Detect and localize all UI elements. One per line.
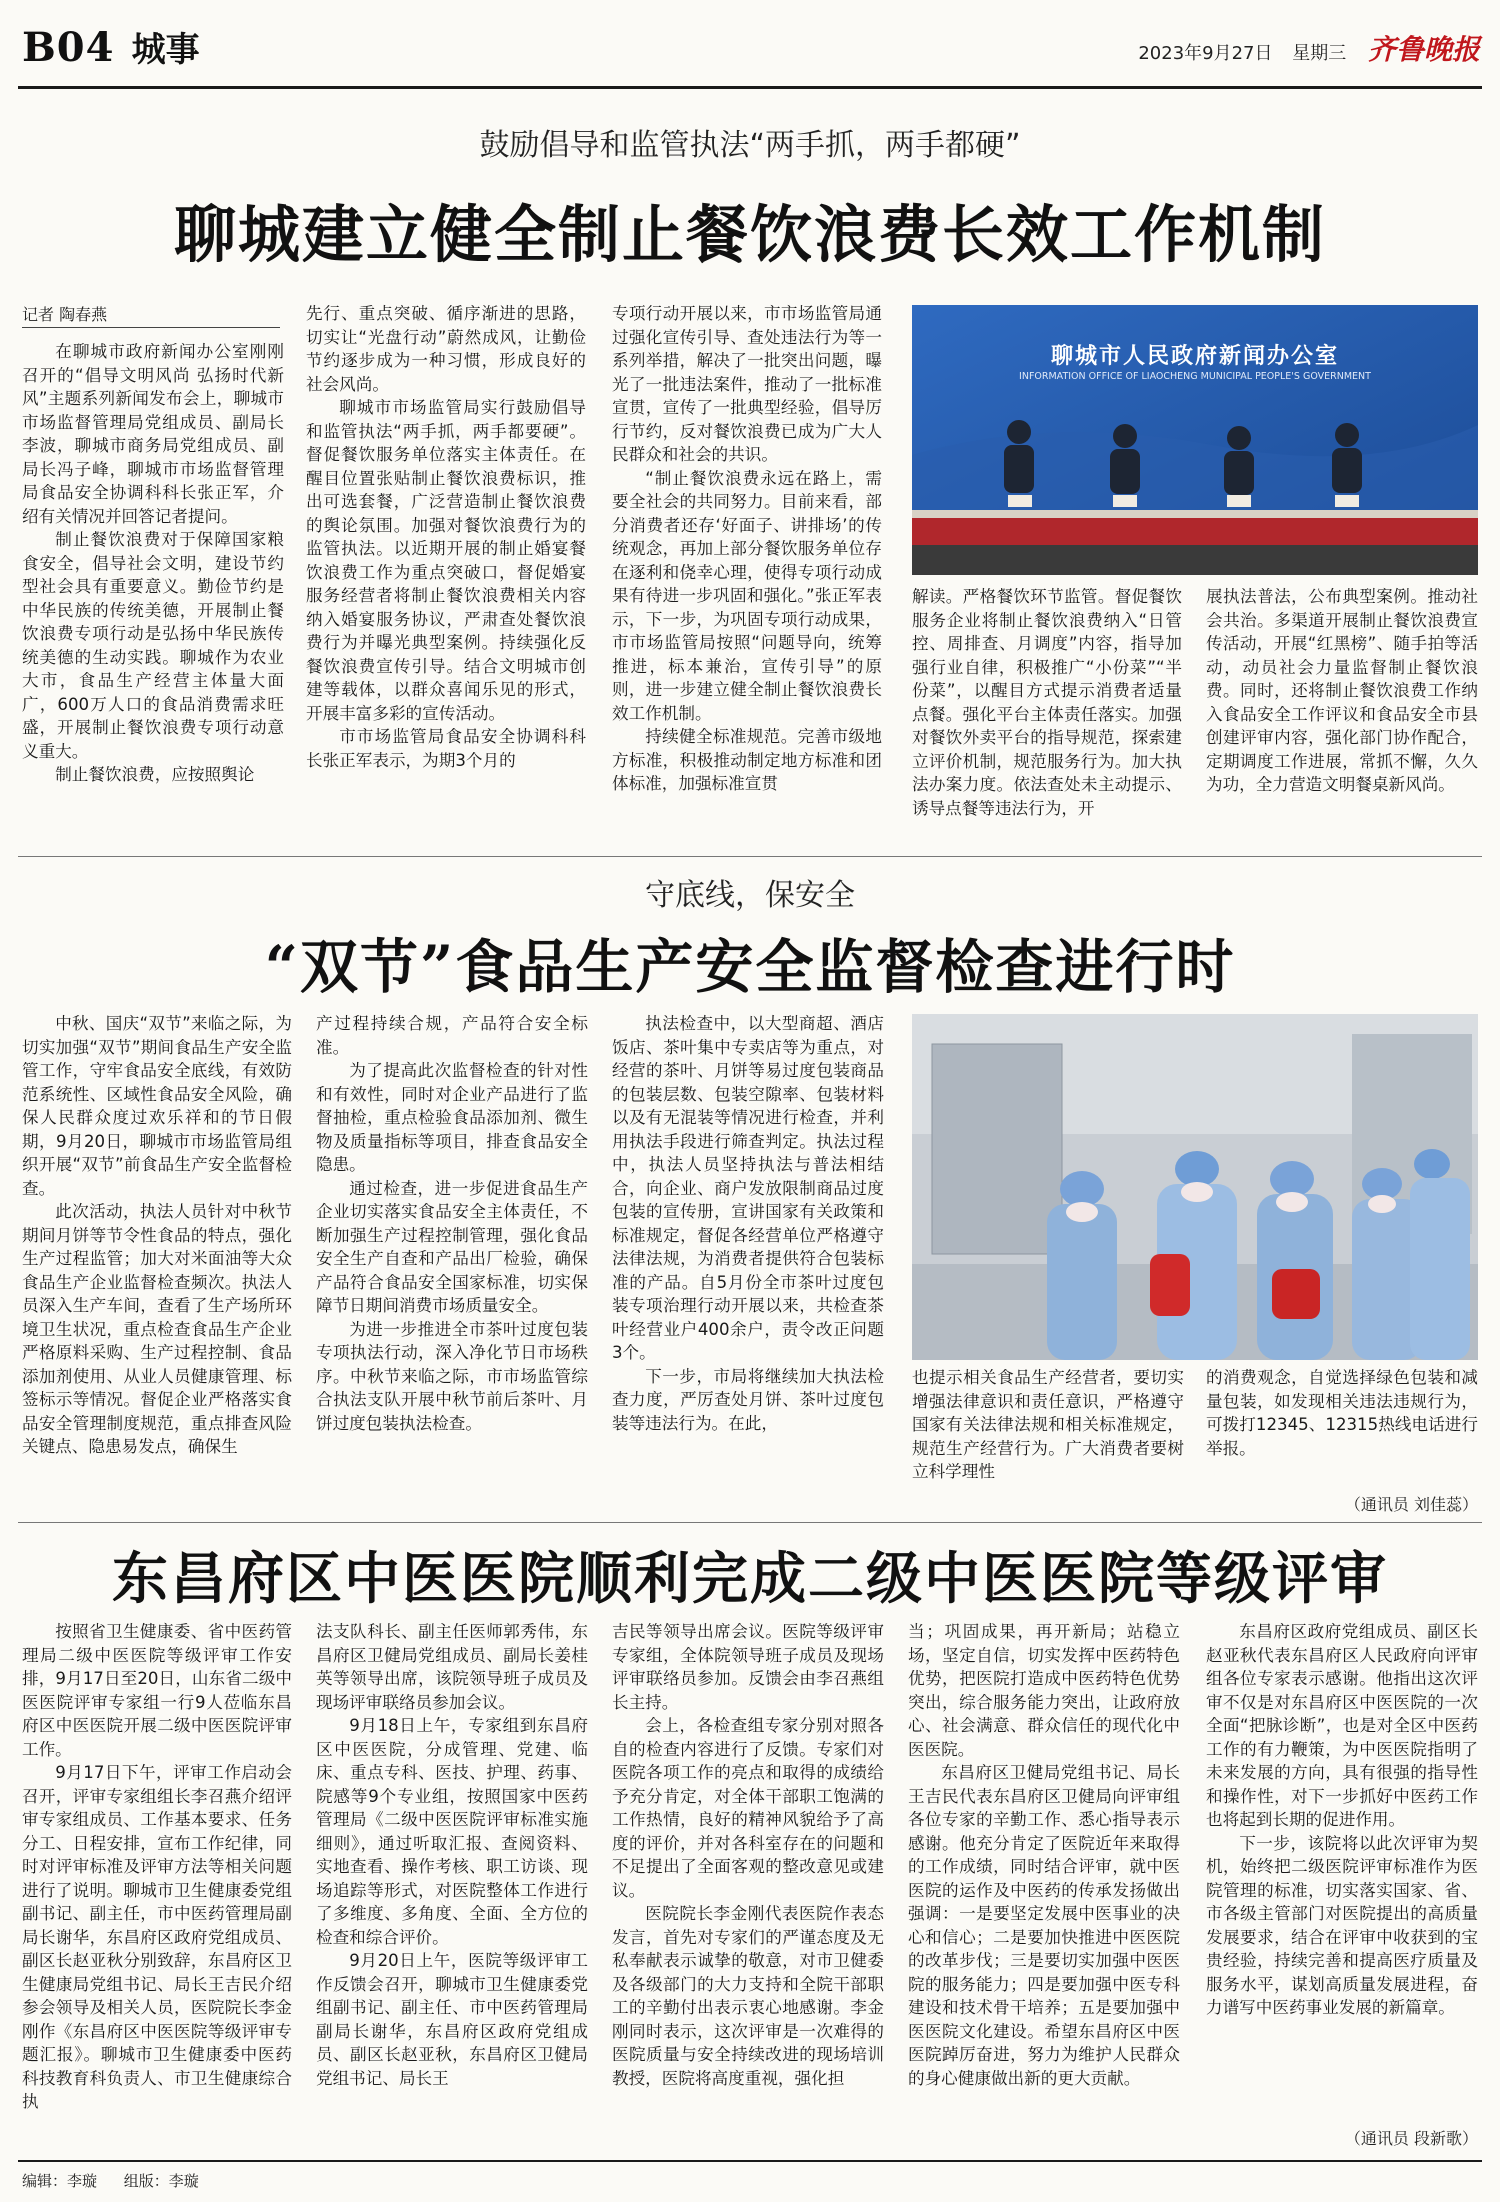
inspection-photo xyxy=(912,1014,1478,1360)
paragraph: 吉民等领导出席会议。医院等级评审专家组，全体院领导班子成员及现场评审联络员参加。反馈会由李召燕组长主持。 xyxy=(612,1622,884,1712)
article1-kicker: 鼓励倡导和监管执法“两手抓，两手都硬” xyxy=(479,128,1021,163)
article1-column-3 xyxy=(612,302,882,840)
paragraph: 持续健全标准规范。完善市级地方标准，积极推动制定地方标准和团体标准，加强标准宣贯 xyxy=(612,727,882,793)
paragraph: 专项行动开展以来，市市场监管局通过强化宣传引导、查处违法行为等一系列举措，解决了一批突出问题，曝光了一批违法案件，推动了一批标准宣贯，宣传了一批典型经验，倡导厉行节约，反对餐饮浪费已成为广大人民群众和社会的共识。 xyxy=(612,304,882,464)
article1-column-1 xyxy=(22,340,284,840)
article3-column-2 xyxy=(316,1620,588,2150)
article2-column-3 xyxy=(612,1012,884,1520)
article3-column-3 xyxy=(612,1620,884,2150)
paragraph: 会上，各检查组专家分别对照各自的检查内容进行了反馈。专家们对医院各项工作的亮点和取得的成绩给予充分肯定，对全体干部职工饱满的工作热情，良好的精神风貌给予了高度的评价，并对各科室存在的问题和不足提出了全面客观的整改意见或建议。 xyxy=(612,1716,884,1900)
article2-column-5 xyxy=(1206,1366,1478,1486)
article1-byline: 记者 陶春燕 xyxy=(22,302,280,328)
paragraph: 先行、重点突破、循序渐进的思路，切实让“光盘行动”蔚然成风，让勤俭节约逐步成为一种习惯，形成良好的社会风尚。 xyxy=(306,304,586,394)
issue-date: 2023年9月27日 xyxy=(1138,43,1273,64)
article1-column-4 xyxy=(912,585,1182,840)
paragraph: 下一步，市局将继续加大执法检查力度，严厉查处月饼、茶叶过度包装等违法行为。在此， xyxy=(612,1366,884,1433)
paragraph: 通过检查，进一步促进食品生产企业切实落实食品安全主体责任，不断加强生产过程控制管理，强化食品安全生产自查和产品出厂检验，确保产品符合食品安全国家标准，切实保障节日期间消费市场质量安全。 xyxy=(316,1178,588,1315)
paragraph: 为进一步推进全市茶叶过度包装专项执法行动，深入净化节日市场秩序。中秋节来临之际，市市场监管综合执法支队开展中秋节前后茶叶、月饼过度包装执法检查。 xyxy=(316,1319,588,1433)
paragraph: 东昌府区政府党组成员、副区长赵亚秋代表东昌府区人民政府向评审组各位专家表示感谢。他指出这次评审不仅是对东昌府区中医医院的一次全面“把脉诊断”，也是对全区中医药工作的有力鞭策，为中医医院指明了未来发展的方向，具有很强的指导性和操作性，对下一步抓好中医药工作也将起到长期的促进作用。 xyxy=(1206,1622,1478,1829)
page-header-right xyxy=(1124,28,1480,68)
paragraph: 聊城市市场监管局实行鼓励倡导和监管执法“两手抓，两手都要硬”。督促餐饮服务单位落实主体责任。在醒目位置张贴制止餐饮浪费标识，推出可选套餐，广泛营造制止餐饮浪费的舆论氛围。加强对餐饮浪费行为的监管执法。以近期开展的制止婚宴餐饮浪费工作为重点突破口，督促婚宴服务经营者将制止餐饮浪费相关内容纳入婚宴服务协议，严肃查处餐饮浪费行为并曝光典型案例。持续强化反餐饮浪费宣传引导。结合文明城市创建等载体，以群众喜闻乐见的形式，开展丰富多彩的宣传活动。 xyxy=(306,398,586,723)
paragraph: 9月18日上午，专家组到东昌府区中医医院，分成管理、党建、临床、重点专科、医技、护理、药事、院感等9个专业组，按照国家中医药管理局《二级中医医院评审标准实施细则》，通过听取汇报、查阅资料、实地查看、操作考核、职工访谈、现场追踪等形式，对医院整体工作进行了多维度、多角度、全面、全方位的检查和综合评价。 xyxy=(316,1716,588,1947)
paragraph: 此次活动，执法人员针对中秋节期间月饼等节令性食品的特点，强化生产过程监管；加大对米面油等大众食品生产企业监督检查频次。执法人员深入生产车间，查看了生产场所环境卫生状况，重点检查食品生产企业严格原料采购、生产过程控制、食品添加剂使用、从业人员健康管理、标签标示等情况。督促企业严格落实食品安全管理制度规范，重点排查风险关键点、隐患易发点，确保生 xyxy=(22,1202,292,1456)
article3-column-5 xyxy=(1206,1620,1478,2120)
paragraph: 展执法普法，公布典型案例。推动社会共治。多渠道开展制止餐饮浪费宣传活动，开展“红黑榜”、随手拍等活动，动员社会力量监督制止餐饮浪费。同时，还将制止餐饮浪费工作纳入食品安全工作评议和食品安全市县创建评审内容，强化部门协作配合，定期调度工作进展，常抓不懈，久久为功，全力营造文明餐桌新风尚。 xyxy=(1206,587,1478,794)
article1-column-5 xyxy=(1206,585,1478,840)
article3-headline: 东昌府区中医医院顺利完成二级中医医院等级评审 xyxy=(112,1546,1388,1612)
paragraph: 市市场监管局食品安全协调科科长张正军表示，为期3个月的 xyxy=(306,727,586,770)
paragraph: 9月17日下午，评审工作启动会召开，评审专家组组长李召燕介绍评审专家组成员、工作基本要求、任务分工、日程安排，宣布工作纪律，同时对评审标准及评审方法等相关问题进行了说明。聊城市卫生健康委党组副书记、副主任，市中医药管理局副局长谢华，东昌府区政府党组成员、副区长赵亚秋分别致辞，东昌府区卫生健康局党组书记、局长王吉民介绍参会领导及相关人员，医院院长李金刚作《东昌府区中医医院等级评审专题汇报》。聊城市卫生健康委中医药科技教育科负责人、市卫生健康综合执 xyxy=(22,1763,292,2111)
article2-column-2 xyxy=(316,1012,588,1520)
article1-headline: 聊城建立健全制止餐饮浪费长效工作机制 xyxy=(173,198,1326,271)
footer-rule xyxy=(18,2160,1482,2162)
paragraph: 为了提高此次监督检查的针对性和有效性，同时对企业产品进行了监督抽检，重点检验食品添加剂、微生物及质量指标等项目，排查食品安全隐患。 xyxy=(316,1061,588,1174)
article2-headline: “双节”食品生产安全监督检查进行时 xyxy=(264,933,1236,1001)
paragraph: 也提示相关食品生产经营者，要切实增强法律意识和责任意识，严格遵守国家有关法律法规和相关标准规定，规范生产经营行为。广大消费者要树立科学理性 xyxy=(912,1368,1184,1481)
layout-credit: 组版：李璇 xyxy=(123,2172,199,2190)
paragraph: 解读。严格餐饮环节监管。督促餐饮服务企业将制止餐饮浪费纳入“日管控、周排查、月调度”内容，指导加强行业自律，积极推广“小份菜”“半份菜”，以醒目方式提示消费者适量点餐。强化平台主体责任落实。加强对餐饮外卖平台的指导规范，探索建立评价机制，规范服务行为。加大执法办案力度。依法查处未主动提示、诱导点餐等违法行为，开 xyxy=(912,587,1182,818)
issue-weekday: 星期三 xyxy=(1292,43,1347,64)
page-number: B04 xyxy=(22,24,115,71)
section-divider xyxy=(18,1522,1482,1523)
paragraph: 中秋、国庆“双节”来临之际，为切实加强“双节”期间食品生产安全监管工作，守牢食品安全底线，有效防范系统性、区域性食品安全风险，确保人民群众度过欢乐祥和的节日假期，9月20日，聊城市市场监管局组织开展“双节”前食品生产安全监督检查。 xyxy=(22,1014,292,1198)
section-name: 城事 xyxy=(131,30,200,70)
article3-column-4 xyxy=(908,1620,1180,2150)
article2-kicker: 守底线，保安全 xyxy=(645,878,855,913)
paragraph: 制止餐饮浪费，应按照舆论 xyxy=(55,765,255,784)
newspaper-logo: 齐鲁晚报 xyxy=(1367,33,1480,66)
banner-title: 聊城市人民政府新闻办公室 xyxy=(1050,344,1339,369)
inspection-illustration xyxy=(912,1014,1478,1360)
paragraph: 的消费观念，自觉选择绿色包装和减量包装，如发现相关违法违规行为，可拨打12345、12315热线电话进行举报。 xyxy=(1206,1368,1478,1458)
article3-credit: （通讯员 段新歌） xyxy=(1344,2129,1478,2148)
paragraph: 当；巩固成果，再开新局；站稳立场，坚定自信，切实发挥中医药特色优势，把医院打造成中医药特色优势突出，综合服务能力突出，让政府放心、社会满意、群众信任的现代化中医医院。 xyxy=(908,1622,1180,1759)
press-conference-photo xyxy=(912,305,1478,575)
article2-column-1 xyxy=(22,1012,292,1520)
editor-credit: 编辑：李璇 xyxy=(22,2172,98,2190)
article3-column-1 xyxy=(22,1620,292,2150)
section-divider xyxy=(18,856,1482,857)
article2-credit: （通讯员 刘佳蕊） xyxy=(1344,1495,1478,1514)
banner-subtitle: INFORMATION OFFICE OF LIAOCHENG MUNICIPAL PEOPLE'S GOVERNMENT xyxy=(1019,371,1371,382)
page-header-left xyxy=(22,22,200,71)
paragraph: 产过程持续合规，产品符合安全标准。 xyxy=(316,1014,588,1057)
article2-column-4 xyxy=(912,1366,1184,1486)
paragraph: 法支队科长、副主任医师郭秀伟，东昌府区卫健局党组成员、副局长姜桂英等领导出席，该院领导班子成员及现场评审联络员参加会议。 xyxy=(316,1622,588,1712)
header-rule xyxy=(18,86,1482,89)
page-footer xyxy=(22,2170,221,2191)
paragraph: 在聊城市政府新闻办公室刚刚召开的“倡导文明风尚 弘扬时代新风”主题系列新闻发布会上，聊城市市场监督管理局党组成员、副局长李波，聊城市商务局党组成员、副局长冯子峰，聊城市市场监督管理局食品安全协调科科长张正军，介绍有关情况并回答记者提问。 xyxy=(22,342,284,526)
paragraph: 制止餐饮浪费对于保障国家粮食安全，倡导社会文明，建设节约型社会具有重要意义。勤俭节约是中华民族的传统美德，开展制止餐饮浪费专项行动是弘扬中华民族传统美德的生动实践。聊城作为农业大市，食品生产经营主体量大面广，600万人口的食品消费需求旺盛，开展制止餐饮浪费专项行动意义重大。 xyxy=(22,530,284,761)
paragraph: 按照省卫生健康委、省中医药管理局二级中医医院等级评审工作安排，9月17日至20日，山东省二级中医医院评审专家组一行9人莅临东昌府区中医医院开展二级中医医院评审工作。 xyxy=(22,1622,292,1759)
paragraph: 执法检查中，以大型商超、酒店饭店、茶叶集中专卖店等为重点，对经营的茶叶、月饼等易过度包装商品的包装层数、包装空隙率、包装材料以及有无混装等情况进行检查，并利用执法手段进行筛查判定。执法过程中，执法人员坚持执法与普法相结合，向企业、商户发放限制商品过度包装的宣传册，宣讲国家有关政策和标准规定，督促各经营单位严格遵守法律法规，为消费者提供符合包装标准的产品。自5月份全市茶叶过度包装专项治理行动开展以来，共检查茶叶经营业户400余户，责令改正问题3个。 xyxy=(612,1014,884,1362)
paragraph: 医院院长李金刚代表医院作表态发言，首先对专家们的严谨态度及无私奉献表示诚挚的敬意，对市卫健委及各级部门的大力支持和全院干部职工的辛勤付出表示衷心地感谢。李金刚同时表示，这次评审是一次难得的医院质量与安全持续改进的现场培训教授，医院将高度重视，强化担 xyxy=(612,1904,884,2088)
paragraph: 9月20日上午，医院等级评审工作反馈会召开，聊城市卫生健康委党组副书记、副主任、市中医药管理局副局长谢华，东昌府区政府党组成员、副区长赵亚秋，东昌府区卫健局党组书记、局长王 xyxy=(316,1951,588,2088)
paragraph: 东昌府区卫健局党组书记、局长王吉民代表东昌府区卫健局向评审组各位专家的辛勤工作、悉心指导表示感谢。他充分肯定了医院近年来取得的工作成绩，同时结合评审，就中医医院的运作及中医药的传承发扬做出强调：一是要坚定发展中医事业的决心和信心；二是要加快推进中医医院的改革步伐；三是要切实加强中医医院的服务能力；四是要加强中医专科建设和技术骨干培养；五是要加强中医医院文化建设。希望东昌府区中医医院踔厉奋进，努力为维护人民群众的身心健康做出新的更大贡献。 xyxy=(908,1763,1180,2088)
paragraph: “制止餐饮浪费永远在路上，需要全社会的共同努力。目前来看，部分消费者还存‘好面子、讲排场’的传统观念，再加上部分餐饮服务单位存在逐利和侥幸心理，使得专项行动成果有待进一步巩固和强化。”张正军表示，下一步，为巩固专项行动成果，市市场监管局按照“问题导向，统筹推进，标本兼治，宣传引导”的原则，进一步建立健全制止餐饮浪费长效工作机制。 xyxy=(612,468,882,723)
paragraph: 下一步，该院将以此次评审为契机，始终把二级医院评审标准作为医院管理的标准，切实落实国家、省、市各级主管部门对医院提出的高质量发展要求，结合在评审中收获到的宝贵经验，持续完善和提高医疗质量及服务水平，谋划高质量发展进程，奋力谱写中医药事业发展的新篇章。 xyxy=(1206,1833,1478,2017)
article1-column-2 xyxy=(306,302,586,840)
